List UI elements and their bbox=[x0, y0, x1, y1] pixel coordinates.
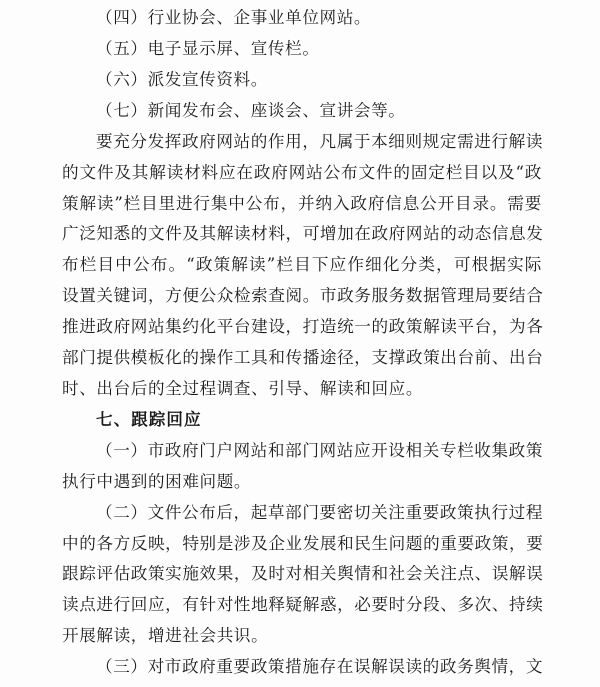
item-two-line: 中的各方反映，特别是涉及企业发展和民生问题的重要政策，要 bbox=[62, 533, 544, 553]
list-item-five: （五）电子显示屏、宣传栏。 bbox=[96, 38, 320, 58]
list-item-four: （四）行业协会、企事业单位网站。 bbox=[96, 8, 372, 27]
list-item-six: （六）派发宣传资料。 bbox=[96, 69, 268, 89]
paragraph-line: 广泛知悉的文件及其解读材料，可增加在政府网站的动态信息发 bbox=[62, 224, 544, 244]
item-two-line: 开展解读，增进社会共识。 bbox=[62, 626, 269, 646]
item-two-line: 跟踪评估政策实施效果，及时对相关舆情和社会关注点、误解误 bbox=[62, 564, 544, 584]
paragraph-line: 设置关键词，方便公众检索查阅。市政务服务数据管理局要结合 bbox=[62, 286, 544, 306]
paragraph-line: 要充分发挥政府网站的作用，凡属于本细则规定需进行解读 bbox=[96, 131, 544, 151]
item-two-line: 读点进行回应，有针对性地释疑解惑，必要时分段、多次、持续 bbox=[62, 595, 544, 615]
list-item-seven: （七）新闻发布会、座谈会、宣讲会等。 bbox=[96, 100, 406, 120]
paragraph-line: 策解读”栏目里进行集中公布，并纳入政府信息公开目录。需要 bbox=[62, 193, 542, 213]
paragraph-line: 时、出台后的全过程调查、引导、解读和回应。 bbox=[62, 378, 424, 398]
item-two-line: （二）文件公布后，起草部门要密切关注重要政策执行过程 bbox=[96, 502, 544, 522]
paragraph-line: 部门提供模板化的操作工具和传播途径，支撑政策出台前、出台 bbox=[62, 348, 544, 367]
item-one-line: （一）市政府门户网站和部门网站应开设相关专栏收集政策 bbox=[96, 440, 544, 460]
section-heading: 七、跟踪回应 bbox=[96, 409, 202, 429]
item-three-line: （三）对市政府重要政策措施存在误解误读的政务舆情，文 bbox=[96, 657, 544, 677]
paragraph-line: 推进政府网站集约化平台建设，打造统一的政策解读平台，为各 bbox=[62, 317, 544, 337]
paragraph-line: 布栏目中公布。“政策解读”栏目下应作细化分类，可根据实际 bbox=[62, 255, 542, 275]
item-one-line: 执行中遇到的困难问题。 bbox=[62, 471, 252, 491]
paragraph-line: 的文件及其解读材料应在政府网站公布文件的固定栏目以及“政 bbox=[62, 162, 542, 182]
